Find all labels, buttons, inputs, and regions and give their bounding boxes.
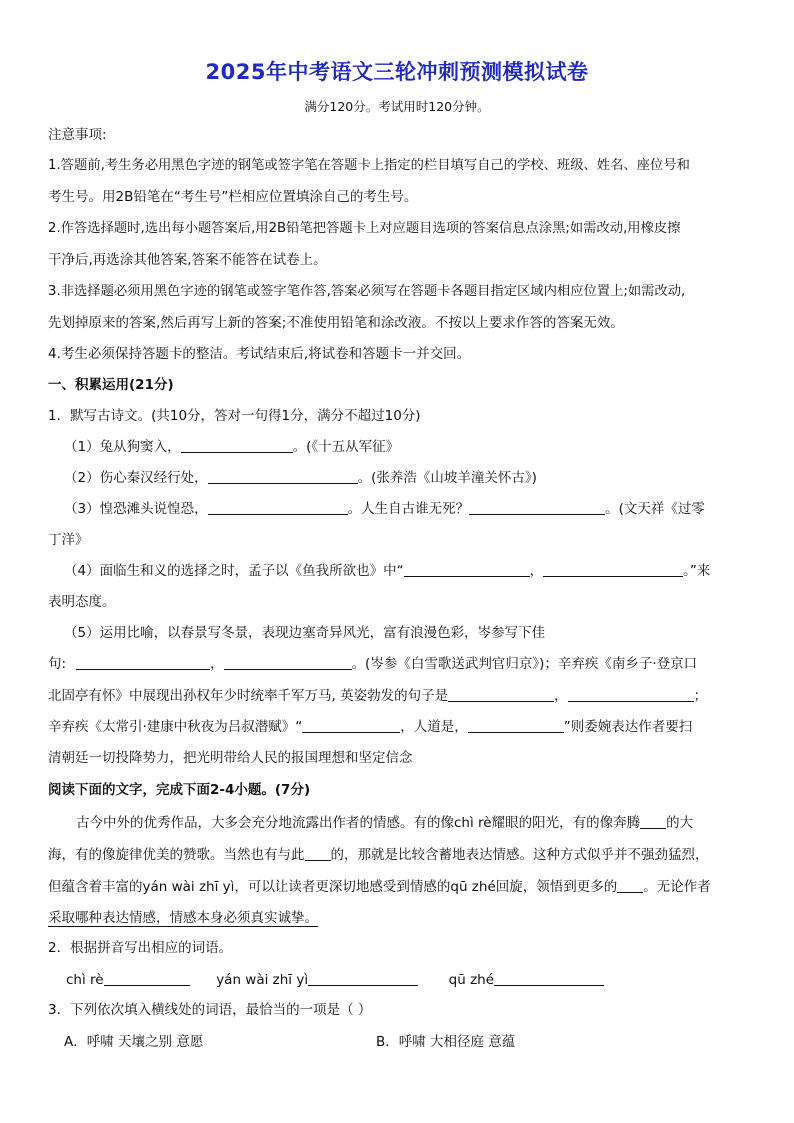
q1-item-4 [64,561,710,581]
reading-text: 但蕴含着丰富的yán wài zhī yì，可以让读者更深切地感受到情感的qū zhé回旋，领悟到更多的 [48,879,618,895]
answer-blank [181,438,293,453]
answer-blank [469,500,605,515]
notice-4: 4.考生必须保持答题卡的整洁。考试结束后,将试卷和答题卡一并交回。 [48,346,471,362]
notice-3a: 3.非选择题必须用黑色字迹的钢笔或签字笔作答,答案必须写在答题卡各题目指定区域内相应位置上;如需改动, [48,284,686,299]
q2-pinyin-row [66,970,604,990]
reading-para-line3 [48,877,711,897]
q1-5-text-b: 句: [48,656,67,672]
notice-2a: 2.作答选择题时,选出每小题答案后,用2B铅笔把答题卡上对应题目选项的答案信息点涂黑;如需改动,用橡皮擦 [48,221,681,236]
q1-4-text-c: 。”来 [683,563,711,579]
exam-subtitle: 满分120分。考试用时120分钟。 [304,99,490,114]
pinyin-1: chì rè [66,972,104,988]
answer-blank [224,655,352,670]
q1-5-text-d: 。(岑参《白雪歌送武判官归京》)；辛弃疾《南乡子·登京口 [351,656,698,672]
reading-text: 的大 [666,815,694,831]
q1-2-text-a: （2）伤心秦汉经行处， [64,470,208,486]
exam-title: 2025年中考语文三轮冲刺预测模拟试卷 [205,60,589,84]
answer-blank [617,878,643,893]
q1-2-text-b: 。(张养浩《山坡羊潼关怀古》) [357,470,537,486]
reading-underlined-text: 采取哪种表达情感，情感本身必须真实诚挚。 [48,910,318,926]
reading-text: 的，那就是比较含蓄地表达情感。这种方式似乎并不强劲猛烈， [330,847,709,863]
answer-blank [543,562,683,577]
answer-blank [76,655,210,670]
q1-1-text-b: 。(《十五从军征》 [292,439,400,455]
answer-blank [305,846,331,861]
notice-3b: 先划掉原来的答案,然后再写上新的答案;不准使用铅笔和涂改液。不按以上要求作答的答案无效。 [48,315,624,331]
reading-para-line4 [48,908,318,928]
reading-text: 海，有的像旋律优美的赞歌。当然也有与此 [48,847,305,863]
q3-option-b: B．呼啸 大相径庭 意蕴 [376,1034,516,1050]
notice-heading: 注意事项: [48,127,107,143]
answer-blank [568,687,694,702]
notice-2b: 干净后,再选涂其他答案,答案不能答在试卷上。 [48,252,327,268]
answer-blank [448,687,554,702]
q1-item-5-line2 [48,654,697,674]
q1-5-text-f: ， [554,688,568,704]
pinyin-3: qū zhé [448,972,495,988]
answer-blank [208,469,358,484]
q1-item-5-line3 [48,686,707,706]
answer-blank [494,971,604,986]
q1-5-text-e: 北固亭有怀》中展现出孙权年少时统率千军万马, 英姿勃发的句子是 [48,688,449,704]
q1-3-text-c: 。(文天祥《过零 [605,501,705,517]
reading-text: 。无论作者 [643,879,711,895]
q1-item-5-line4 [48,717,692,737]
q3-stem: 3．下列依次填入横线处的词语，最恰当的一项是（ ） [48,1002,372,1018]
q2-stem: 2．根据拼音写出相应的词语。 [48,940,233,956]
answer-blank [308,971,418,986]
notice-1b: 考生号。用2B铅笔在“考生号”栏相应位置填涂自己的考生号。 [48,189,418,205]
q1-1-text-a: （1）兔从狗窦入， [64,439,181,455]
q1-item-2 [64,468,537,488]
reading-text: 古今中外的优秀作品，大多会充分地流露出作者的情感。有的像chì rè耀眼的阳光，有的像奔腾 [76,815,641,831]
q1-3-text-b: 。人生自古谁无死？ [347,501,470,517]
q1-item-1 [64,437,399,457]
q1-4-text-b: ， [529,563,544,579]
answer-blank [302,718,400,733]
reading-para-line1 [76,813,693,833]
notice-1a: 1.答题前,考生务必用黑色字迹的钢笔或签字笔在答题卡上指定的栏目填写自己的学校、班级、姓名、座位号和 [48,158,690,173]
q1-3-text-d: 丁洋》 [48,532,89,548]
q1-stem: 1．默写古诗文。(共10分，答对一句得1分，满分不超过10分) [48,408,421,424]
q1-5-text-i: ，人道是， [400,719,468,735]
answer-blank [208,500,348,515]
q1-5-text-c: ， [210,656,224,672]
q1-5-text-h: 辛弃疾《太常引·建康中秋夜为吕叔潜赋》“ [48,719,303,735]
q1-4-text-d: 表明态度。 [48,594,116,610]
reading-heading: 阅读下面的文字，完成下面2-4小题。(7分) [48,782,311,798]
answer-blank [104,971,190,986]
answer-blank [640,814,666,829]
q1-item-3 [64,499,705,519]
section-1-heading: 一、积累运用(21分) [48,377,174,393]
q1-5-text-a: （5）运用比喻，以春景写冬景，表现边塞奇异风光，富有浪漫色彩，岑参写下佳 [64,625,546,641]
pinyin-2: yán wài zhī yì [216,972,309,988]
q3-option-a: A．呼啸 天壤之别 意愿 [64,1034,204,1050]
q1-5-text-j: ”则委婉表达作者要扫 [563,719,693,735]
q1-4-text-a: （4）面临生和义的选择之时，孟子以《鱼我所欲也》中“ [64,563,404,579]
q1-5-text-g: ； [693,688,708,704]
answer-blank [404,562,530,577]
answer-blank [468,718,564,733]
reading-para-line2 [48,845,709,865]
q1-5-text-k: 清朝廷一切投降势力，把光明带给人民的报国理想和坚定信念 [48,750,413,766]
q1-3-text-a: （3）惶恐滩头说惶恐， [64,501,208,517]
